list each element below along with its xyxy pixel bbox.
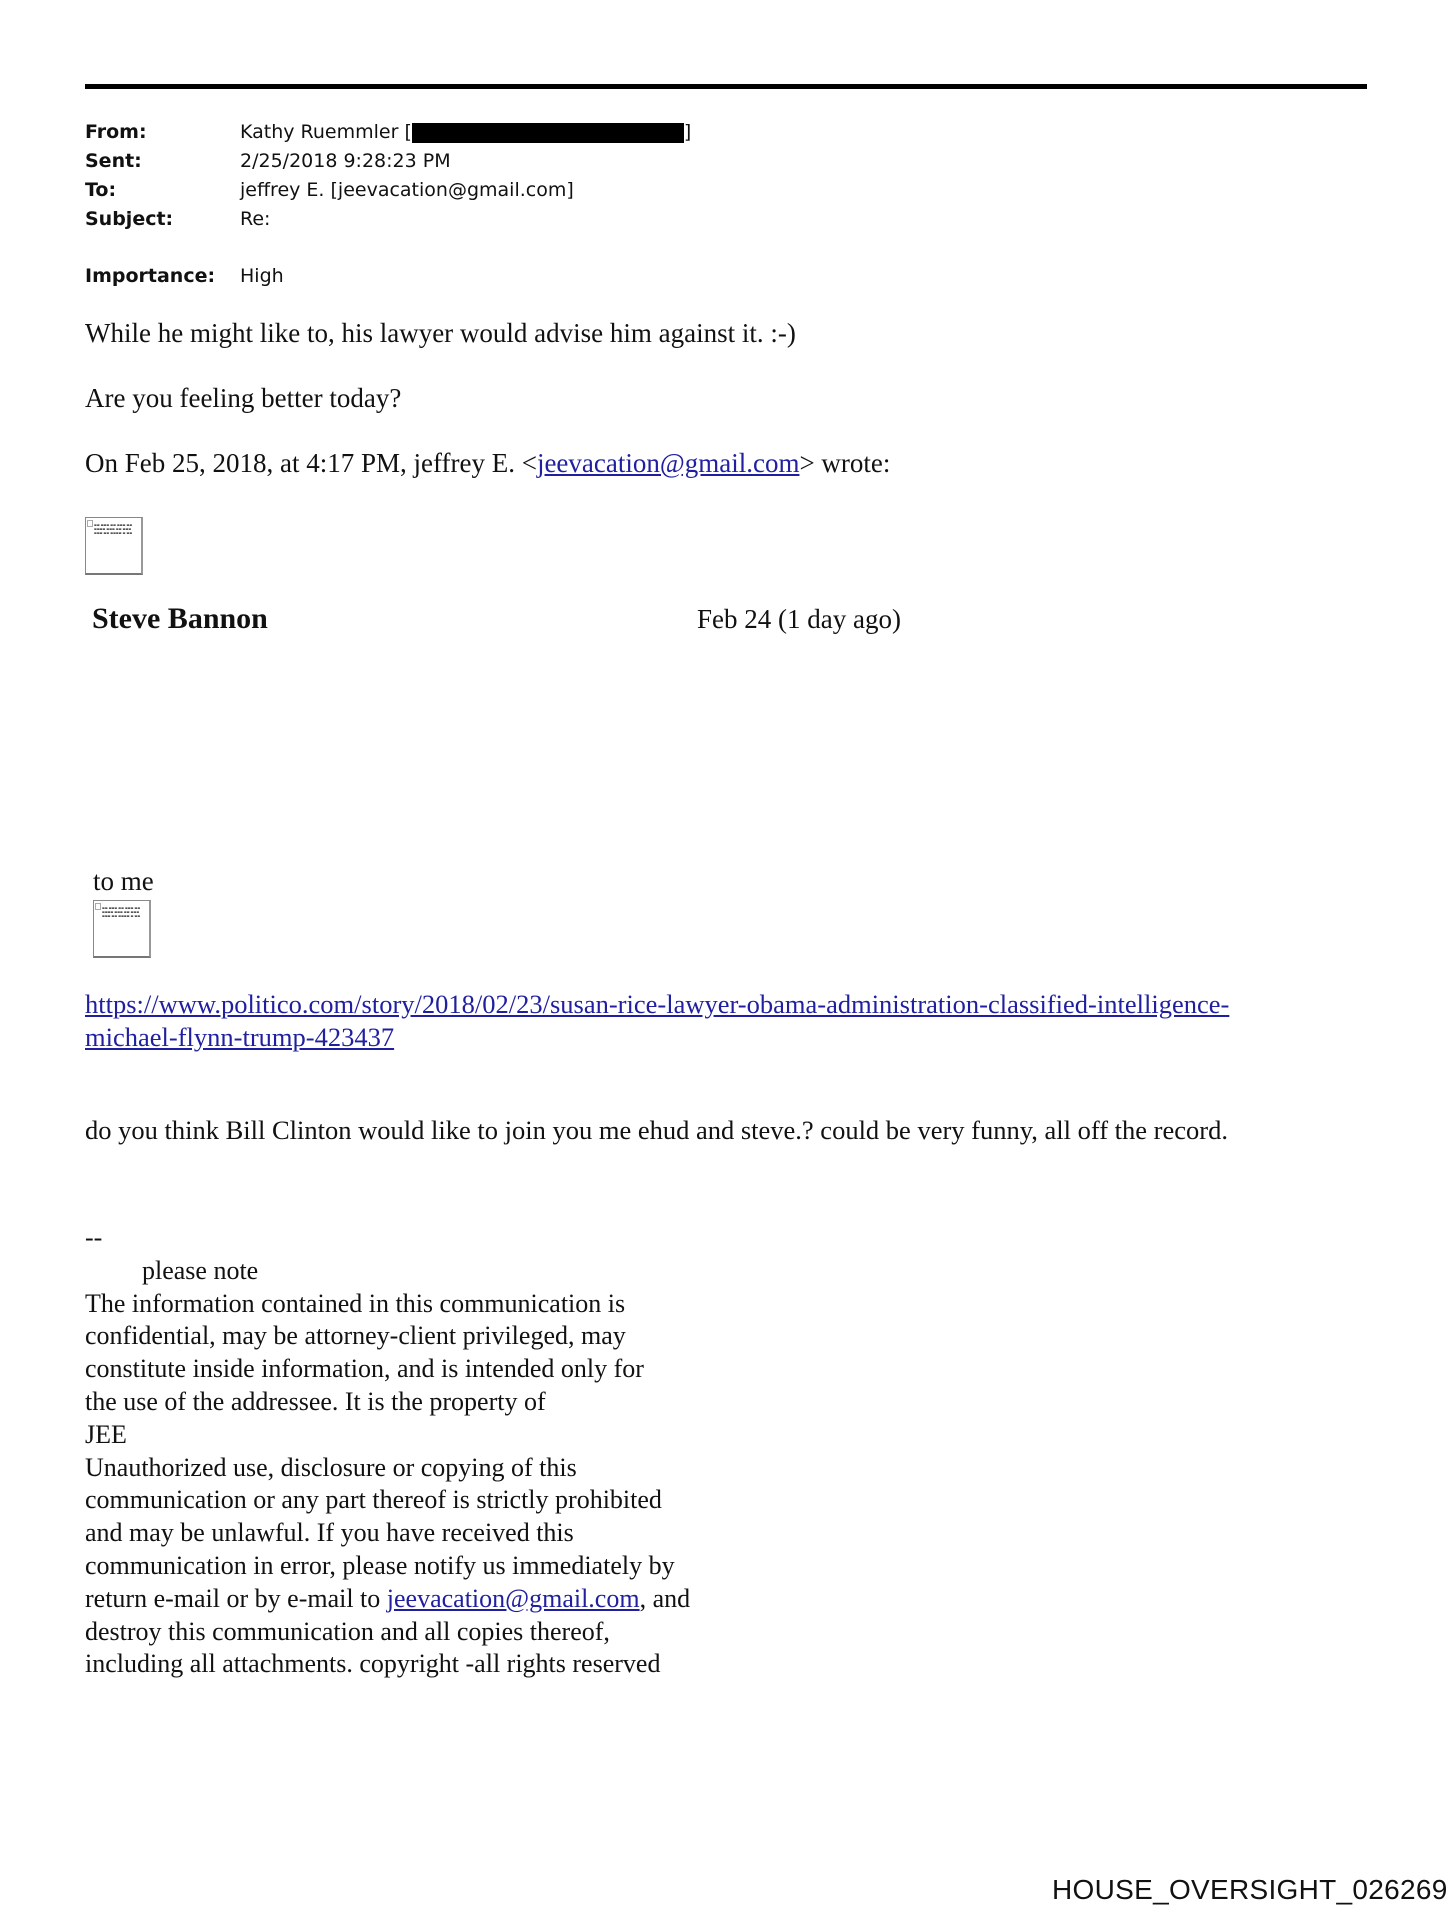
disclaimer-line: confidential, may be attorney-client privileged, may <box>85 1321 626 1351</box>
disclaimer-line: constitute inside information, and is intended only for <box>85 1354 644 1384</box>
return-prefix: return e-mail or by e-mail to <box>85 1583 387 1613</box>
bates-number: HOUSE_OVERSIGHT_026269 <box>1052 1874 1448 1905</box>
redaction-box <box>412 121 684 145</box>
broken-image-placeholder-2 <box>93 900 151 958</box>
quoted-sender-name: Steve Bannon <box>92 602 268 635</box>
quote-attribution <box>85 448 890 479</box>
disclaimer-email-link[interactable]: jeevacation@gmail.com <box>386 1583 640 1613</box>
importance-value: High <box>240 265 284 287</box>
from-label: From: <box>85 121 147 143</box>
from-close-bracket: ] <box>683 121 692 143</box>
quote-suffix: > wrote: <box>799 448 891 478</box>
politico-url-line-1[interactable]: https://www.politico.com/story/2018/02/23/susan-rice-lawyer-obama-administration-classified-intelligence- <box>85 989 1230 1019</box>
sent-label: Sent: <box>85 150 142 172</box>
reply-line-2: Are you feeling better today? <box>85 383 402 413</box>
disclaimer-return-line <box>85 1583 690 1616</box>
quoted-message: do you think Bill Clinton would like to join you me ehud and steve.? could be very funny, all off the record. <box>85 1115 1228 1145</box>
broken-image-icon <box>87 520 93 527</box>
quoted-recipient: to me <box>93 866 154 896</box>
image-placeholder-text: ▬▬ ▬▬▬ ▬▬ ▬▬▬ ▬▬ ▬▬▬▬ ▬▬▬ ▬▬ ▬▬▬ ▬▬▬ ▬▬ ▬▬▬▬ ▬ ▬▬ <box>102 906 141 918</box>
politico-url-line-2[interactable]: michael-flynn-trump-423437 <box>85 1022 395 1052</box>
disclaimer-line: The information contained in this communication is <box>85 1288 626 1318</box>
disclaimer-line: the use of the addressee. It is the property of <box>85 1386 546 1416</box>
header-rule <box>85 84 1367 89</box>
from-value <box>240 120 691 145</box>
signature-dashes: -- <box>85 1223 103 1252</box>
disclaimer-line: communication in error, please notify us immediately by <box>85 1550 675 1580</box>
disclaimer-line: Unauthorized use, disclosure or copying of this <box>85 1452 577 1482</box>
importance-label: Importance: <box>85 265 216 287</box>
return-suffix: , and <box>639 1583 691 1613</box>
disclaimer-line: destroy this communication and all copies thereof, <box>85 1616 610 1646</box>
to-value: jeffrey E. [jeevacation@gmail.com] <box>240 179 574 201</box>
disclaimer-line: JEE <box>85 1419 127 1449</box>
please-note: please note <box>142 1255 259 1285</box>
quote-email-link[interactable]: jeevacation@gmail.com <box>536 448 800 478</box>
quoted-date: Feb 24 (1 day ago) <box>697 604 901 634</box>
signature-block <box>85 1222 690 1681</box>
subject-value: Re: <box>240 208 271 230</box>
quote-prefix: On Feb 25, 2018, at 4:17 PM, jeffrey E. < <box>85 448 537 478</box>
politico-url <box>85 988 1229 1054</box>
broken-image-icon <box>95 903 101 910</box>
image-placeholder-text: ▬▬ ▬▬▬ ▬▬ ▬▬▬ ▬▬ ▬▬▬▬ ▬▬▬ ▬▬ ▬▬▬ ▬▬▬ ▬▬ ▬▬▬▬ ▬ ▬▬ <box>94 523 133 535</box>
reply-line-1: While he might like to, his lawyer would advise him against it. :-) <box>85 318 796 348</box>
broken-image-placeholder <box>85 517 143 575</box>
to-label: To: <box>85 179 117 201</box>
from-name: Kathy Ruemmler [ <box>240 121 412 143</box>
disclaimer-line: and may be unlawful. If you have received this <box>85 1518 574 1548</box>
disclaimer-line: including all attachments. copyright -all rights reserved <box>85 1649 661 1679</box>
sent-value: 2/25/2018 9:28:23 PM <box>240 150 451 172</box>
subject-label: Subject: <box>85 208 174 230</box>
disclaimer-line: communication or any part thereof is strictly prohibited <box>85 1485 662 1515</box>
